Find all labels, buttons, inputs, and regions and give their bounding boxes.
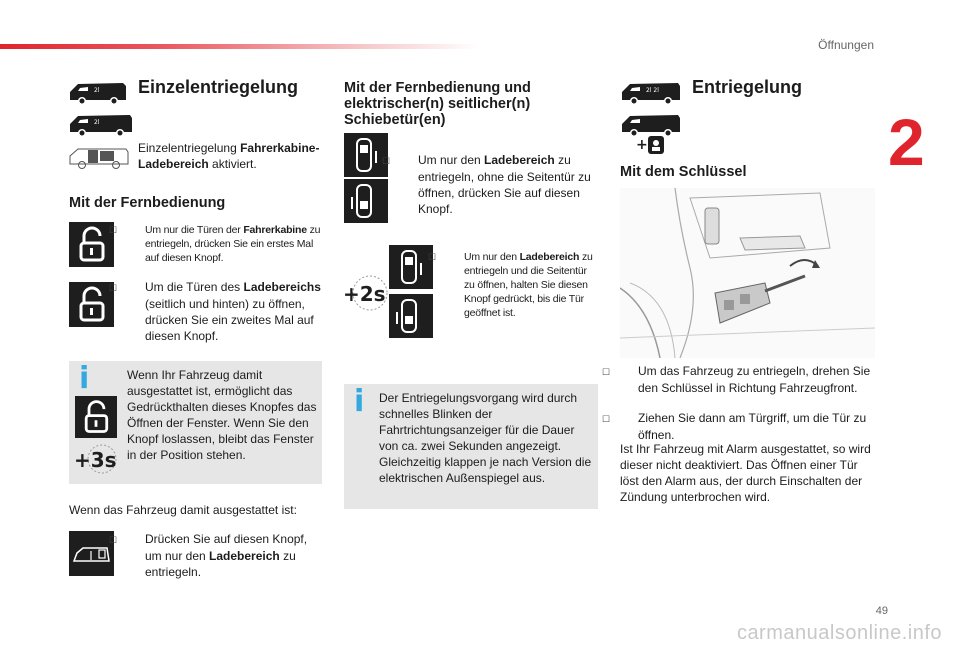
unlock-button-icon bbox=[69, 222, 114, 267]
svg-text:2l: 2l bbox=[94, 119, 100, 126]
unlock-button-icon bbox=[75, 396, 117, 438]
bullet-text: ☐ Um nur den Ladebereich zu entriegeln, ohne die Seitentür zu öffnen, drücken Sie auf diesen Knopf. bbox=[382, 153, 591, 216]
info-text: Der Entriegelungsvorgang wird durch schnelles Blinken der Fahrtrichtungsanzeiger für die Dauer von ca. zwei Sekunden angezeigt. Gleichzeitig klappen je nach Version die elektrischen Außenspiegel aus. bbox=[379, 391, 592, 485]
bullet-icon: ☐ bbox=[382, 156, 391, 166]
alarm-icon bbox=[636, 134, 666, 156]
van-icon bbox=[68, 112, 134, 138]
page-number: 49 bbox=[875, 605, 888, 617]
bullet-icon: ☐ bbox=[109, 283, 118, 293]
sliding-door-button-icon bbox=[344, 179, 388, 223]
svg-text:+3s: +3s bbox=[74, 448, 117, 472]
info-text: Wenn Ihr Fahrzeug damit ausgestattet ist, ermöglicht das Gedrückthalten dieses Knopfes das Öffnen der Fenster. Wenn Sie den Knopf loslassen, bleibt das Fenster in der Position stehen. bbox=[127, 368, 317, 462]
van-icon bbox=[68, 80, 128, 106]
intro-text: Einzelentriegelung Fahrerkabine-Ladebereich aktiviert. bbox=[138, 141, 320, 171]
bullet-icon: ☐ bbox=[602, 367, 611, 377]
bullet-text: ☐ Ziehen Sie dann am Türgriff, um die Tür zu öffnen. bbox=[602, 411, 867, 442]
bullet-icon: ☐ bbox=[602, 414, 611, 424]
door-key-illustration bbox=[620, 188, 875, 358]
remote-heading: Mit der Fernbedienung bbox=[69, 195, 226, 211]
svg-text:2l 2l: 2l 2l bbox=[646, 87, 659, 94]
chapter-title: Öffnungen bbox=[818, 38, 874, 52]
timer-icon bbox=[72, 443, 120, 475]
bullet-icon: ☐ bbox=[428, 252, 436, 262]
bullet-text: ☐ Drücken Sie auf diesen Knopf, um nur den Ladebereich zu entriegeln. bbox=[109, 532, 308, 579]
dashboard-button-icon bbox=[68, 144, 130, 170]
section-title: Mit der Fernbedienung und elektrischer(n) seitlicher(n) Schiebetür(en) bbox=[344, 80, 531, 128]
bullet-icon: ☐ bbox=[109, 225, 117, 235]
alarm-paragraph: Ist Ihr Fahrzeug mit Alarm ausgestattet, so wird dieser nicht deaktiviert. Das Öffnen einer Tür löst den Alarm aus, der durch Einschalten der Zündung unterbrochen wird. bbox=[620, 442, 871, 504]
svg-text:+2s: +2s bbox=[343, 282, 386, 306]
unlock-button-icon bbox=[69, 282, 114, 327]
van-icon bbox=[620, 80, 682, 106]
timer-icon bbox=[342, 273, 390, 313]
info-box bbox=[69, 361, 322, 484]
header-accent-bar bbox=[0, 44, 480, 49]
bullet-text: ☐ Um das Fahrzeug zu entriegeln, drehen Sie den Schlüssel in Richtung Fahrzeugfront. bbox=[602, 364, 871, 395]
chapter-number: 2 bbox=[888, 105, 925, 179]
key-heading: Mit dem Schlüssel bbox=[620, 164, 747, 180]
sliding-door-button-icon bbox=[389, 294, 433, 338]
sliding-door-button-icon bbox=[389, 245, 433, 289]
section-title: Entriegelung bbox=[692, 77, 803, 97]
section-title: Einzelentriegelung bbox=[138, 77, 299, 97]
svg-text:2l: 2l bbox=[94, 87, 100, 94]
svg-text:+: + bbox=[636, 137, 648, 153]
cargo-unlock-button-icon bbox=[69, 531, 114, 576]
equipped-text: Wenn das Fahrzeug damit ausgestattet ist: bbox=[69, 503, 297, 517]
info-icon: i bbox=[79, 361, 90, 396]
bullet-text: ☐ Um nur die Türen der Fahrerkabine zu entriegeln, drücken Sie ein erstes Mal auf diesen Knopf. bbox=[109, 224, 321, 264]
bullet-icon: ☐ bbox=[109, 535, 118, 545]
info-icon: i bbox=[354, 384, 365, 419]
bullet-text: ☐ Um nur den Ladebereich zu entriegeln und die Seitentür zu öffnen, halten Sie diesen Knopf gedrückt, bis die Tür geöffnet ist. bbox=[428, 251, 593, 319]
info-box bbox=[344, 384, 598, 509]
bullet-text: ☐ Um die Türen des Ladebereichs (seitlich und hinten) zu öffnen, drücken Sie ein zweites Mal auf diesen Knopf. bbox=[109, 280, 321, 343]
watermark: carmanualsonline.info bbox=[736, 622, 942, 644]
